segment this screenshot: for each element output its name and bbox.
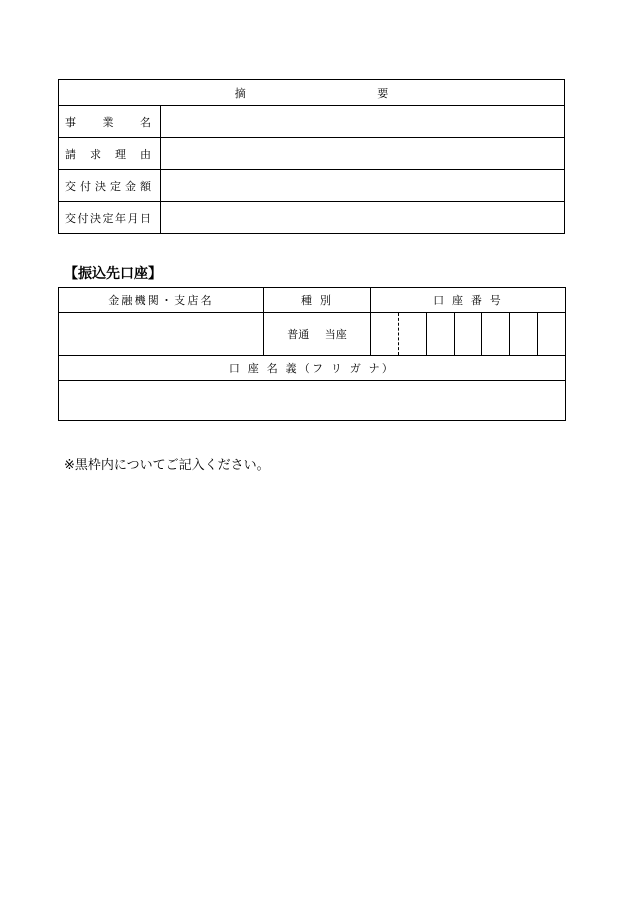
request-reason-label [59,138,161,170]
char: 日 [140,211,151,225]
account-number-digit[interactable] [455,313,482,356]
grant-date-label [59,202,161,234]
account-number-digit[interactable] [538,313,566,356]
char: 交 [65,179,76,193]
char: 決 [95,179,106,193]
grant-amount-field[interactable] [161,170,565,202]
char: 額 [140,179,151,193]
char: 付 [77,211,89,225]
char: 決 [90,211,101,225]
instruction-note: ※黒枠内についてご記入ください。 [64,458,270,473]
grant-date-field[interactable] [161,202,565,234]
char: 年 [115,211,126,225]
char: 定 [102,211,114,225]
char: 由 [140,147,151,161]
bank-account-table [58,287,566,421]
char: 付 [80,179,91,193]
summary-header-left: 摘 [234,86,246,100]
account-number-digit[interactable] [399,313,427,356]
char: 求 [90,147,101,161]
institution-field[interactable] [59,313,264,356]
business-name-label [59,106,161,138]
char: 業 [102,115,114,129]
request-reason-field[interactable] [161,138,565,170]
account-holder-label: 口 座 名 義（フ リ ガ ナ） [59,356,566,381]
char: 理 [115,147,126,161]
char: 事 [65,115,76,129]
account-number-digit[interactable] [482,313,510,356]
account-number-digit[interactable] [510,313,538,356]
institution-header: 金融機関・支店名 [59,288,264,313]
account-holder-field[interactable] [59,381,566,421]
account-number-header: 口 座 番 号 [371,288,566,313]
char: 名 [140,115,151,129]
char: 金 [125,179,136,193]
business-name-field[interactable] [161,106,565,138]
summary-header-right: 要 [377,86,389,100]
char: 交 [65,211,76,225]
char: 定 [110,179,121,193]
summary-header [59,80,565,106]
summary-table [58,79,565,234]
char: 月 [127,211,139,225]
char: 請 [65,147,76,161]
grant-amount-label [59,170,161,202]
account-number-digit[interactable] [427,313,455,356]
account-number-digit[interactable] [371,313,399,356]
bank-section-title: 【振込先口座】 [64,266,162,282]
account-type-header: 種 別 [264,288,371,313]
account-type-options[interactable]: 普通 当座 [264,313,371,356]
